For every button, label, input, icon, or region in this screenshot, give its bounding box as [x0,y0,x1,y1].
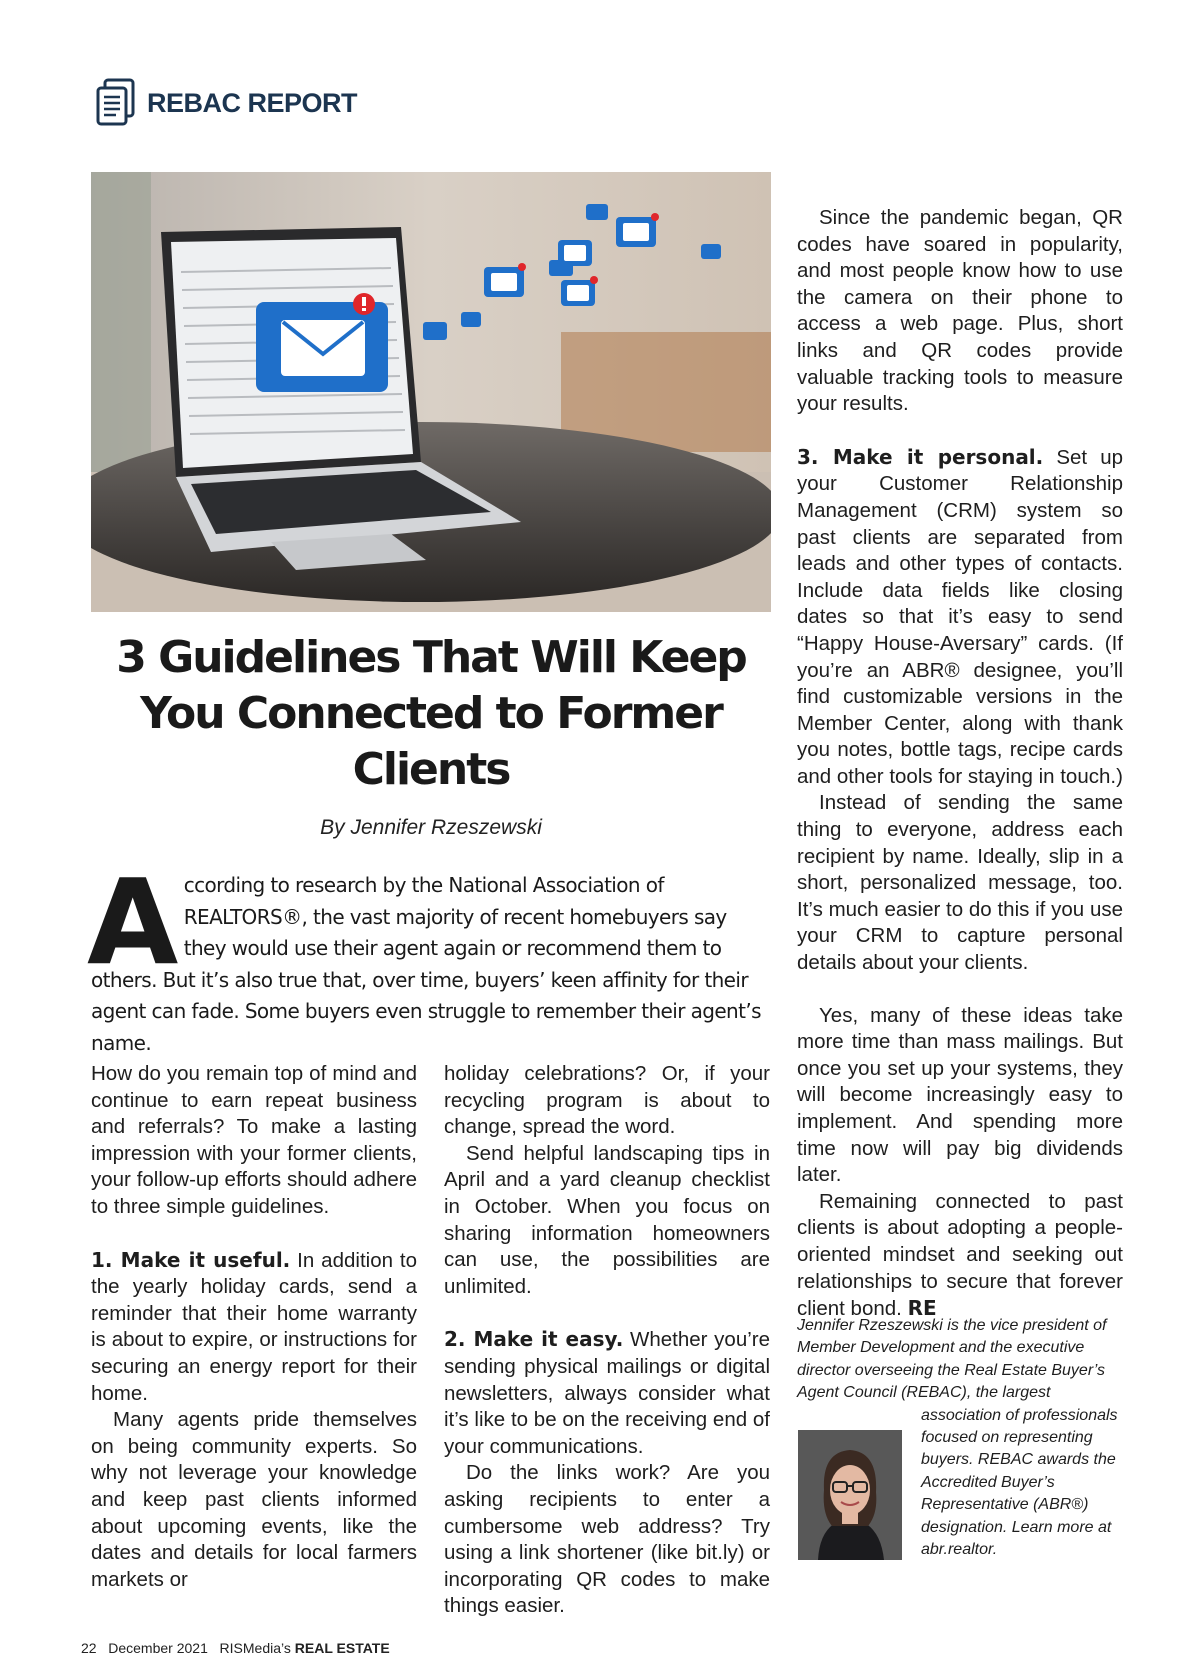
issue-date: December 2021 [108,1640,208,1656]
section-label: REBAC REPORT [147,87,358,118]
body-paragraph: Do the links work? Are you asking recipients to enter a cumbersome web address? Try using a link shortener (like bit.ly) or incorporating QR codes to make things easier. [444,1461,770,1618]
body-paragraph [91,1247,417,1408]
author-photo [798,1430,902,1560]
body-paragraph [797,1189,1123,1323]
body-column-2 [444,1061,770,1620]
body-paragraph: Send helpful landscaping tips in April and a yard cleanup checklist in October. When you focus on sharing information homeowners can use, the possibilities are unlimited. [444,1141,770,1298]
guideline-text: In addition to the yearly holiday cards, send a reminder that their home warranty is about to expire, or instructions for securing an energy report for their home. [91,1248,417,1405]
article-title [91,630,771,798]
end-mark: RE [907,1296,937,1321]
body-paragraph: Instead of sending the same thing to everyone, address each recipient by name. Ideally, slip in a short, personalized message, too. It’s much easier to do this if you use your CRM to capture personal details about your clients. [797,791,1123,975]
page-footer [81,1640,390,1656]
bio-text-top: Jennifer Rzeszewski is the vice president of Member Development and the executive director overseeing the Real Estate Buyer’s Agent Council (REBAC), the largest [797,1317,1107,1402]
document-icon [95,78,137,128]
byline: By Jennifer Rzeszewski [320,816,542,839]
title-line: 3 Guidelines That Will Keep [116,632,746,683]
title-line: Clients [352,744,510,795]
section-header [95,78,357,128]
body-paragraph: How do you remain top of mind and continue to earn repeat business and referrals? To make a lasting impression with your former clients, your follow-up efforts should adhere to three simple guidelines. [91,1062,417,1218]
hero-image [91,172,771,612]
body-column-3 [797,205,1123,1323]
bio-text-rest: association of professionals focused on representing buyers. REBAC awards the Accredited Buyer’s Representative (ABR®) designation. Learn more at abr.realtor. [921,1406,1118,1559]
title-line: You Connected to Former [140,688,722,739]
body-paragraph: Yes, many of these ideas take more time than mass mailings. But once you set up your systems, they will become increasingly easy to implement. And spending more time now will pay big dividends later. [797,1003,1123,1187]
body-column-1 [91,1061,417,1593]
page-number: 22 [81,1640,97,1656]
body-paragraph [797,444,1123,791]
guideline-heading: 3. Make it personal. [797,444,1044,469]
publication: RISMedia’s [219,1640,291,1656]
lead-paragraph [87,853,773,1059]
body-paragraph [444,1326,770,1460]
drop-cap: A [87,853,178,991]
guideline-heading: 2. Make it easy. [444,1327,624,1352]
closing-text: Remaining connected to past clients is about adopting a people-oriented mindset and seeking out relationships to secure that forever client bond. [797,1189,1123,1321]
body-paragraph: holiday celebrations? Or, if your recycling program is about to change, spread the word. [444,1062,770,1139]
guideline-text: Whether you’re sending physical mailings or digital newsletters, always consider what it’s like to be on the receiving end of your communications. [444,1328,771,1458]
publication-title: REAL ESTATE [294,1640,390,1656]
guideline-text: Set up your Customer Relationship Management (CRM) system so past clients are separated from leads and other types of contacts. Include data fields like closing dates so that it’s easy to send “Happy House-Aversary” cards. (If you’re an ABR® designee, you’ll find customizable versions in the Member Center, along with thank you notes, bottle tags, recipe cards and other tools for staying in touch.) [797,445,1123,788]
guideline-heading: 1. Make it useful. [91,1247,291,1272]
body-paragraph: Many agents pride themselves on being community experts. So why not leverage your knowledge and keep past clients informed about upcoming events, like the dates and details for local farmers markets or [91,1408,417,1591]
body-paragraph: Since the pandemic began, QR codes have soared in popularity, and most people know how to use the camera on their phone to access a web page. Plus, short links and QR codes provide valuable tracking tools to measure your results. [797,206,1123,416]
lead-text: ccording to research by the National Association of REALTORS®, the vast majority of recent homebuyers say they would use their agent again or recommend them to others. But it’s also true that, over time, buyers’ keen affinity for their agent can fade. Some buyers even struggle to remember their agent’s name. [91,873,761,1055]
